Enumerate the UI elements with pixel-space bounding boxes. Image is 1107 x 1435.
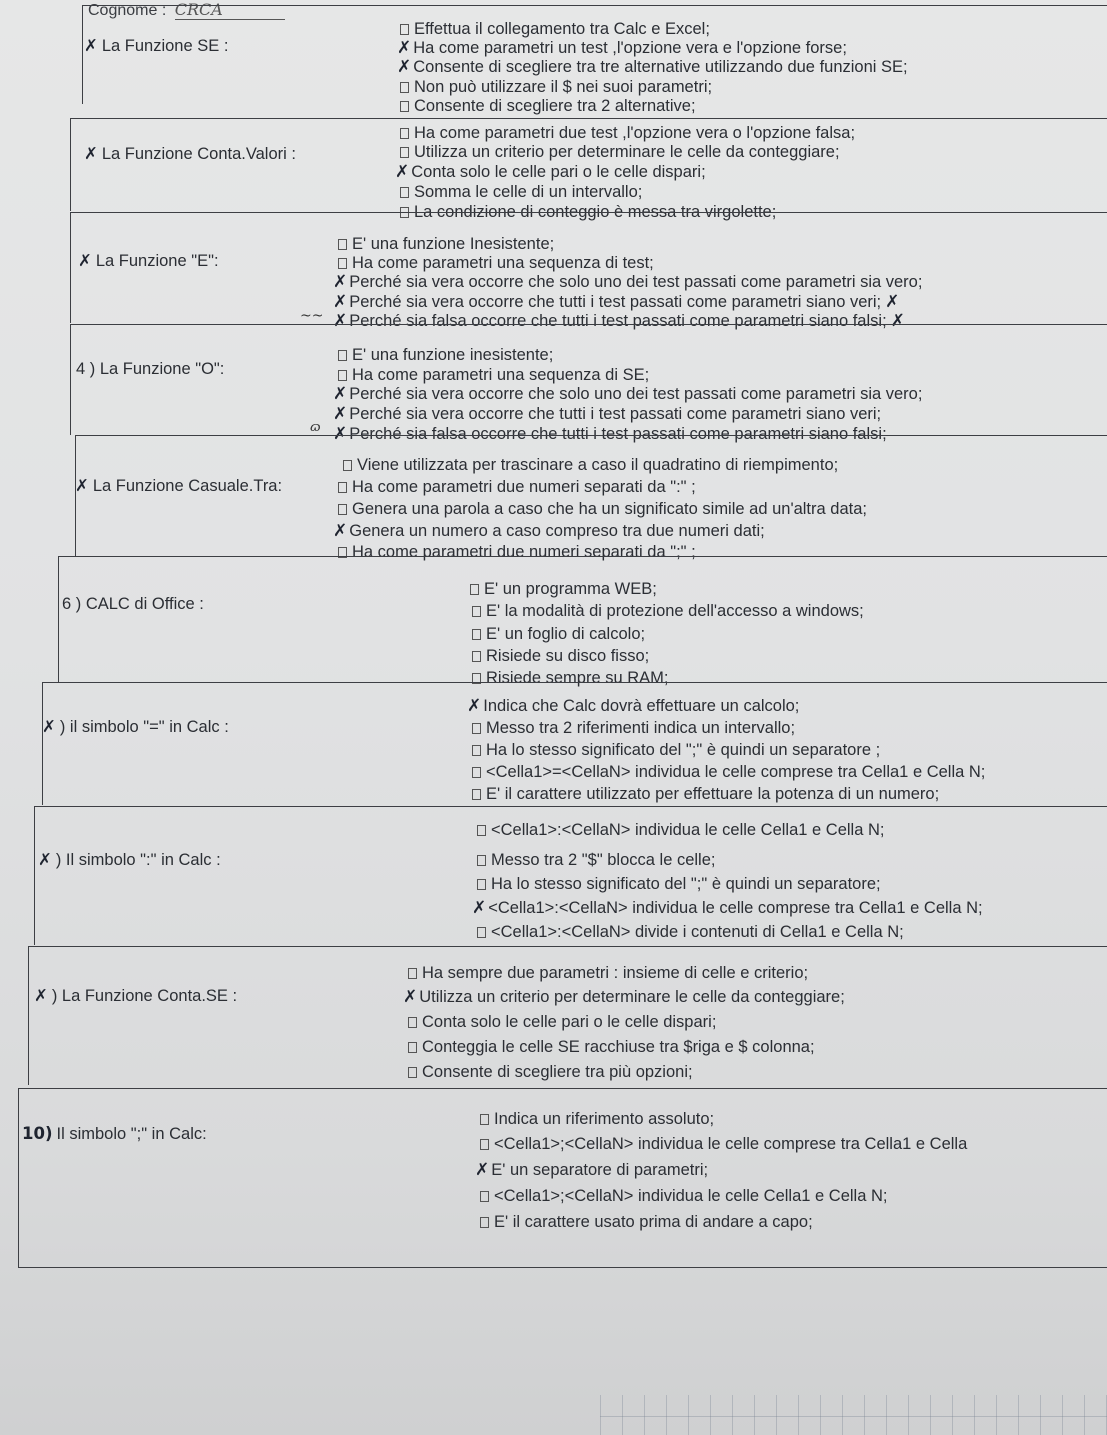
question-10-option-1[interactable]: Indica un riferimento assoluto; bbox=[480, 1110, 714, 1129]
question-5-option-4[interactable]: ✗ Genera un numero a caso compreso tra due numeri dati; bbox=[333, 521, 765, 541]
question-2-option-2[interactable]: Utilizza un criterio per determinare le celle da conteggiare; bbox=[400, 143, 840, 162]
checkbox-icon[interactable] bbox=[477, 825, 486, 836]
question-2-option-1[interactable]: Ha come parametri due test ,l'opzione vera o l'opzione falsa; bbox=[400, 124, 855, 143]
checkbox-icon[interactable] bbox=[480, 1139, 489, 1150]
checkbox-icon[interactable] bbox=[338, 239, 347, 250]
handwritten-cross-icon: ✗ bbox=[84, 144, 98, 163]
checkbox-icon[interactable] bbox=[408, 968, 417, 979]
question-9-option-2[interactable]: ✗ Utilizza un criterio per determinare le celle da conteggiare; bbox=[403, 987, 845, 1007]
question-6-option-1[interactable]: E' un programma WEB; bbox=[470, 580, 657, 599]
checked-cross-icon[interactable]: ✗ bbox=[475, 1160, 490, 1180]
question-10-option-5[interactable]: E' il carattere usato prima di andare a capo; bbox=[480, 1213, 813, 1232]
checked-cross-icon[interactable]: ✗ bbox=[472, 898, 487, 918]
checkbox-icon[interactable] bbox=[472, 767, 481, 778]
question-5-option-1[interactable]: Viene utilizzata per trascinare a caso il quadratino di riempimento; bbox=[343, 456, 838, 475]
checkbox-icon[interactable] bbox=[472, 606, 481, 617]
checkbox-icon[interactable] bbox=[400, 147, 409, 158]
question-6-option-2[interactable]: E' la modalità di protezione dell'accesso a windows; bbox=[472, 602, 864, 621]
checked-cross-icon[interactable]: ✗ bbox=[403, 987, 418, 1007]
checkbox-icon[interactable] bbox=[338, 504, 347, 515]
question-2-option-5[interactable]: La condizione di conteggio è messa tra virgolette; bbox=[400, 203, 776, 222]
question-2-option-4[interactable]: Somma le celle di un intervallo; bbox=[400, 183, 642, 202]
question-6-option-5[interactable]: Risiede sempre su RAM; bbox=[472, 669, 668, 688]
question-7-option-4[interactable]: <Cella1>=<CellaN> individua le celle comprese tra Cella1 e Cella N; bbox=[472, 763, 985, 782]
question-8-label: ✗ ) Il simbolo ":" in Calc : bbox=[38, 850, 221, 869]
checkbox-icon[interactable] bbox=[477, 879, 486, 890]
question-8-option-1[interactable]: <Cella1>:<CellaN> individua le celle Cella1 e Cella N; bbox=[477, 821, 884, 840]
question-3-option-3[interactable]: ✗ Perché sia vera occorre che solo uno dei test passati come parametri sia vero; bbox=[333, 272, 923, 292]
handwritten-number-icon: 10) bbox=[22, 1124, 53, 1143]
checkbox-icon[interactable] bbox=[338, 482, 347, 493]
question-4-option-4[interactable]: ✗ Perché sia vera occorre che tutti i test passati come parametri siano veri; bbox=[333, 404, 882, 424]
question-1-option-3[interactable]: ✗ Consente di scegliere tra tre alternative utilizzando due funzioni SE; bbox=[397, 57, 908, 77]
handwritten-cross-icon: ✗ bbox=[84, 36, 98, 55]
checked-cross-icon[interactable]: ✗ bbox=[397, 38, 412, 58]
handwritten-cross-icon: ✗ bbox=[890, 311, 905, 331]
checkbox-icon[interactable] bbox=[480, 1114, 489, 1125]
question-10-option-3[interactable]: ✗ E' un separatore di parametri; bbox=[475, 1160, 709, 1180]
checkbox-icon[interactable] bbox=[480, 1191, 489, 1202]
checkbox-icon[interactable] bbox=[472, 789, 481, 800]
checked-cross-icon[interactable]: ✗ bbox=[395, 162, 410, 182]
handwritten-cross-icon: ✗ bbox=[38, 850, 52, 869]
question-7-option-2[interactable]: Messo tra 2 riferimenti indica un intervallo; bbox=[472, 719, 795, 738]
checked-cross-icon[interactable]: ✗ bbox=[467, 696, 482, 716]
question-6-option-3[interactable]: E' un foglio di calcolo; bbox=[472, 625, 645, 644]
question-3-option-5[interactable]: ✗ Perché sia falsa occorre che tutti i test passati come parametri siano falsi; ✗ bbox=[333, 311, 905, 331]
question-2-label: ✗ La Funzione Conta.Valori : bbox=[84, 144, 296, 163]
checked-cross-icon[interactable]: ✗ bbox=[333, 292, 348, 312]
question-9-label: ✗ ) La Funzione Conta.SE : bbox=[34, 986, 238, 1005]
surname-label: Cognome : bbox=[88, 2, 167, 19]
question-4-option-5[interactable]: ✗ Perché sia falsa occorre che tutti i test passati come parametri siano falsi; bbox=[333, 424, 887, 444]
surname-value: CRCA bbox=[175, 0, 285, 20]
question-4-option-2[interactable]: Ha come parametri una sequenza di SE; bbox=[338, 366, 649, 385]
question-7-option-1[interactable]: ✗ Indica che Calc dovrà effettuare un calcolo; bbox=[467, 696, 800, 716]
handwritten-cross-icon: ✗ bbox=[42, 717, 56, 736]
checkbox-icon[interactable] bbox=[472, 651, 481, 662]
checkbox-icon[interactable] bbox=[472, 723, 481, 734]
checkbox-icon[interactable] bbox=[400, 82, 409, 93]
checkbox-icon[interactable] bbox=[400, 128, 409, 139]
question-4-option-1[interactable]: E' una funzione inesistente; bbox=[338, 346, 553, 365]
question-10-option-2[interactable]: <Cella1>;<CellaN> individua le celle comprese tra Cella1 e Cella bbox=[480, 1135, 967, 1154]
checkbox-icon[interactable] bbox=[338, 258, 347, 269]
checkbox-icon[interactable] bbox=[338, 350, 347, 361]
question-5-option-2[interactable]: Ha come parametri due numeri separati da ":" ; bbox=[338, 478, 696, 497]
question-8-option-5[interactable]: <Cella1>:<CellaN> divide i contenuti di Cella1 e Cella N; bbox=[477, 923, 904, 942]
question-3-option-1[interactable]: E' una funzione Inesistente; bbox=[338, 235, 554, 254]
checked-cross-icon[interactable]: ✗ bbox=[333, 521, 348, 541]
checkbox-icon[interactable] bbox=[477, 855, 486, 866]
question-10-label: 10) Il simbolo ";" in Calc: bbox=[22, 1124, 207, 1143]
question-1-option-1[interactable]: Effettua il collegamento tra Calc e Excel; bbox=[400, 20, 710, 39]
question-9-option-1[interactable]: Ha sempre due parametri : insieme di celle e criterio; bbox=[408, 964, 808, 983]
checked-cross-icon[interactable]: ✗ bbox=[333, 404, 348, 424]
question-1-label: ✗ La Funzione SE : bbox=[84, 36, 229, 55]
checkbox-icon[interactable] bbox=[338, 370, 347, 381]
question-9-option-4[interactable]: Conteggia le celle SE racchiuse tra $riga e $ colonna; bbox=[408, 1038, 815, 1057]
checked-cross-icon[interactable]: ✗ bbox=[333, 384, 348, 404]
question-3-option-4[interactable]: ✗ Perché sia vera occorre che tutti i test passati come parametri siano veri; ✗ bbox=[333, 292, 900, 312]
question-7-option-5[interactable]: E' il carattere utilizzato per effettuare la potenza di un numero; bbox=[472, 785, 939, 804]
question-5-option-3[interactable]: Genera una parola a caso che ha un significato simile ad un'altra data; bbox=[338, 500, 867, 519]
checkbox-icon[interactable] bbox=[400, 24, 409, 35]
checkbox-icon[interactable] bbox=[408, 1042, 417, 1053]
checkbox-icon[interactable] bbox=[400, 101, 409, 112]
checkbox-icon[interactable] bbox=[343, 460, 352, 471]
question-7-label: ✗ ) il simbolo "=" in Calc : bbox=[42, 717, 229, 736]
handwritten-cross-icon: ✗ bbox=[78, 251, 92, 270]
checkbox-icon[interactable] bbox=[480, 1217, 489, 1228]
question-8-option-3[interactable]: Ha lo stesso significato del ";" è quindi un separatore; bbox=[477, 875, 881, 894]
question-3-label: ✗ La Funzione "E": bbox=[78, 251, 219, 270]
checkbox-icon[interactable] bbox=[408, 1017, 417, 1028]
question-7-option-3[interactable]: Ha lo stesso significato del ";" è quindi un separatore ; bbox=[472, 741, 880, 760]
checkbox-icon[interactable] bbox=[470, 584, 479, 595]
checkbox-icon[interactable] bbox=[472, 745, 481, 756]
question-4-option-3[interactable]: ✗ Perché sia vera occorre che solo uno dei test passati come parametri sia vero; bbox=[333, 384, 923, 404]
question-1-option-5[interactable]: Consente di scegliere tra 2 alternative; bbox=[400, 97, 696, 116]
checkbox-icon[interactable] bbox=[400, 187, 409, 198]
checkbox-icon[interactable] bbox=[408, 1067, 417, 1078]
question-4-label: 4 ) La Funzione "O": bbox=[76, 360, 225, 378]
checkbox-icon[interactable] bbox=[472, 629, 481, 640]
question-3-option-2[interactable]: Ha come parametri una sequenza di test; bbox=[338, 254, 654, 273]
handwritten-cross-icon: ✗ bbox=[34, 986, 48, 1005]
question-1-option-4[interactable]: Non può utilizzare il $ nei suoi parametri; bbox=[400, 78, 712, 97]
question-6-label: 6 ) CALC di Office : bbox=[62, 595, 204, 613]
checkbox-icon[interactable] bbox=[477, 927, 486, 938]
checked-cross-icon[interactable]: ✗ bbox=[333, 424, 348, 444]
question-9-option-3[interactable]: Conta solo le celle pari o le celle dispari; bbox=[408, 1013, 716, 1032]
question-8-option-2[interactable]: Messo tra 2 "$" blocca le celle; bbox=[477, 851, 715, 870]
question-5-label: ✗ La Funzione Casuale.Tra: bbox=[75, 476, 283, 495]
question-2-option-3[interactable]: ✗ Conta solo le celle pari o le celle dispari; bbox=[395, 162, 706, 182]
handwritten-cross-icon: ✗ bbox=[885, 292, 900, 312]
handwritten-scribble-icon: ɷ bbox=[310, 420, 321, 435]
checked-cross-icon[interactable]: ✗ bbox=[397, 57, 412, 77]
handwritten-scribble-icon: ~~ bbox=[300, 308, 324, 324]
checked-cross-icon[interactable]: ✗ bbox=[333, 272, 348, 292]
handwritten-cross-icon: ✗ bbox=[75, 476, 89, 495]
question-8-option-4[interactable]: ✗ <Cella1>:<CellaN> individua le celle comprese tra Cella1 e Cella N; bbox=[472, 898, 983, 918]
question-5-option-5[interactable]: Ha come parametri due numeri separati da ";" ; bbox=[338, 543, 696, 562]
question-1-option-2[interactable]: ✗ Ha come parametri un test ,l'opzione vera e l'opzione forse; bbox=[397, 38, 847, 58]
question-9-option-5[interactable]: Consente di scegliere tra più opzioni; bbox=[408, 1063, 693, 1082]
checked-cross-icon[interactable]: ✗ bbox=[333, 311, 348, 331]
question-10-option-4[interactable]: <Cella1>;<CellaN> individua le celle Cella1 e Cella N; bbox=[480, 1187, 887, 1206]
question-6-option-4[interactable]: Risiede su disco fisso; bbox=[472, 647, 649, 666]
grid-paper-background bbox=[600, 1395, 1107, 1435]
